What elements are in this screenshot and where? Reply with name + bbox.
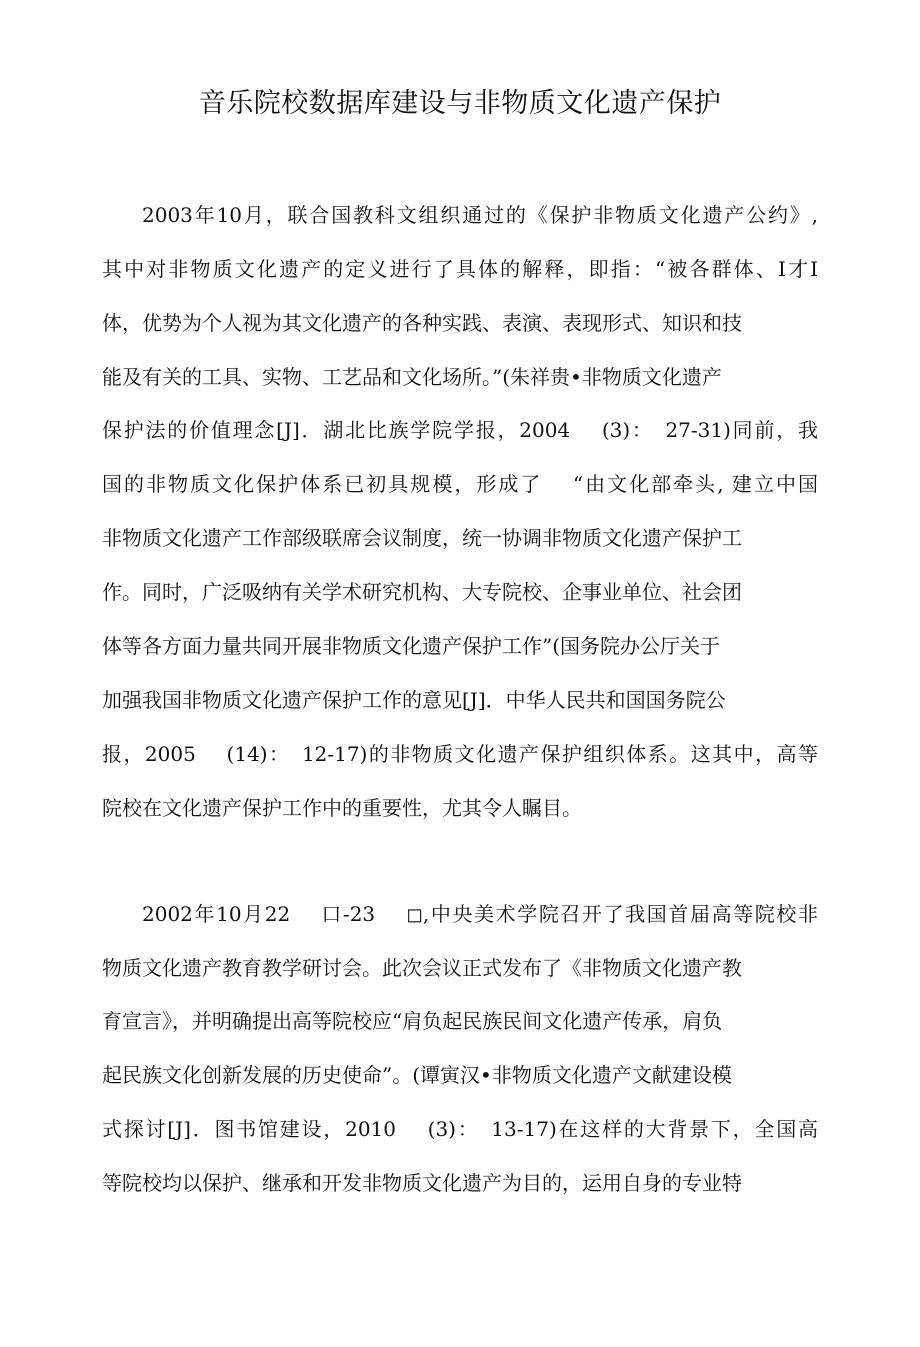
paragraph-1-line-5: 保护法的价值理念[J]．湖北比族学院学报，2004 (3)： 27-31)同前，我 (102, 418, 818, 442)
paragraph-1-line-2: 其中对非物质文化遗产的定义进行了具体的解释，即指：“被各群体、I才I (102, 257, 818, 281)
paragraph-2-line-3: 育宣言》，并明确提出高等院校应“肩负起民族民间文化遗产传承，肩负 (102, 1009, 723, 1033)
paragraph-1-line-10: 加强我国非物质文化遗产保护工作的意见[J]．中华人民共和国国务院公 (102, 688, 726, 712)
paragraph-2-line-2: 物质文化遗产教育教学研讨会。此次会议正式发布了《非物质文化遗产教 (102, 956, 742, 980)
paragraph-1-line-1: 2003年10月，联合国教科文组织通过的《保护非物质文化遗产公约》, (142, 203, 818, 227)
paragraph-1-line-6: 国的非物质文化保护体系已初具规模，形成了 “由文化部牵头, 建立中国 (102, 472, 818, 496)
paragraph-1-line-9: 体等各方面力量共同开展非物质文化遗产保护工作”(国务院办公厅关于 (102, 634, 721, 658)
paragraph-1-line-7: 非物质文化遗产工作部级联席会议制度，统一协调非物质文化遗产保护工 (102, 526, 742, 550)
paragraph-1-line-3: 体，优势为个人视为其文化遗产的各种实践、表演、表现形式、知识和技 (102, 311, 742, 335)
paragraph-1-line-4: 能及有关的工具、实物、工艺品和文化场所。”(朱祥贵•非物质文化遗产 (102, 365, 722, 389)
paragraph-2-line-4: 起民族文化创新发展的历史使命”。(谭寅汉•非物质文化遗产文献建设模 (102, 1063, 732, 1087)
paragraph-1-line-11: 报，2005 (14)： 12-17)的非物质文化遗产保护组织体系。这其中，高等 (102, 742, 818, 766)
paragraph-2-line-6: 等院校均以保护、继承和开发非物质文化遗产为目的，运用自身的专业特 (102, 1171, 742, 1195)
document-title: 音乐院校数据库建设与非物质文化遗产保护 (198, 88, 722, 119)
paragraph-1-line-12: 院校在文化遗产保护工作中的重要性，尤其令人瞩目。 (102, 796, 582, 820)
paragraph-1-line-8: 作。同时，广泛吸纳有关学术研究机构、大专院校、企事业单位、社会团 (102, 580, 742, 604)
paragraph-2-line-5: 式探讨[J]．图书馆建设，2010 (3)： 13-17)在这样的大背景下，全国高 (102, 1117, 818, 1141)
paragraph-2-line-1: 2002年10月22 口-23 ◻,中央美术学院召开了我国首届高等院校非 (142, 902, 818, 926)
